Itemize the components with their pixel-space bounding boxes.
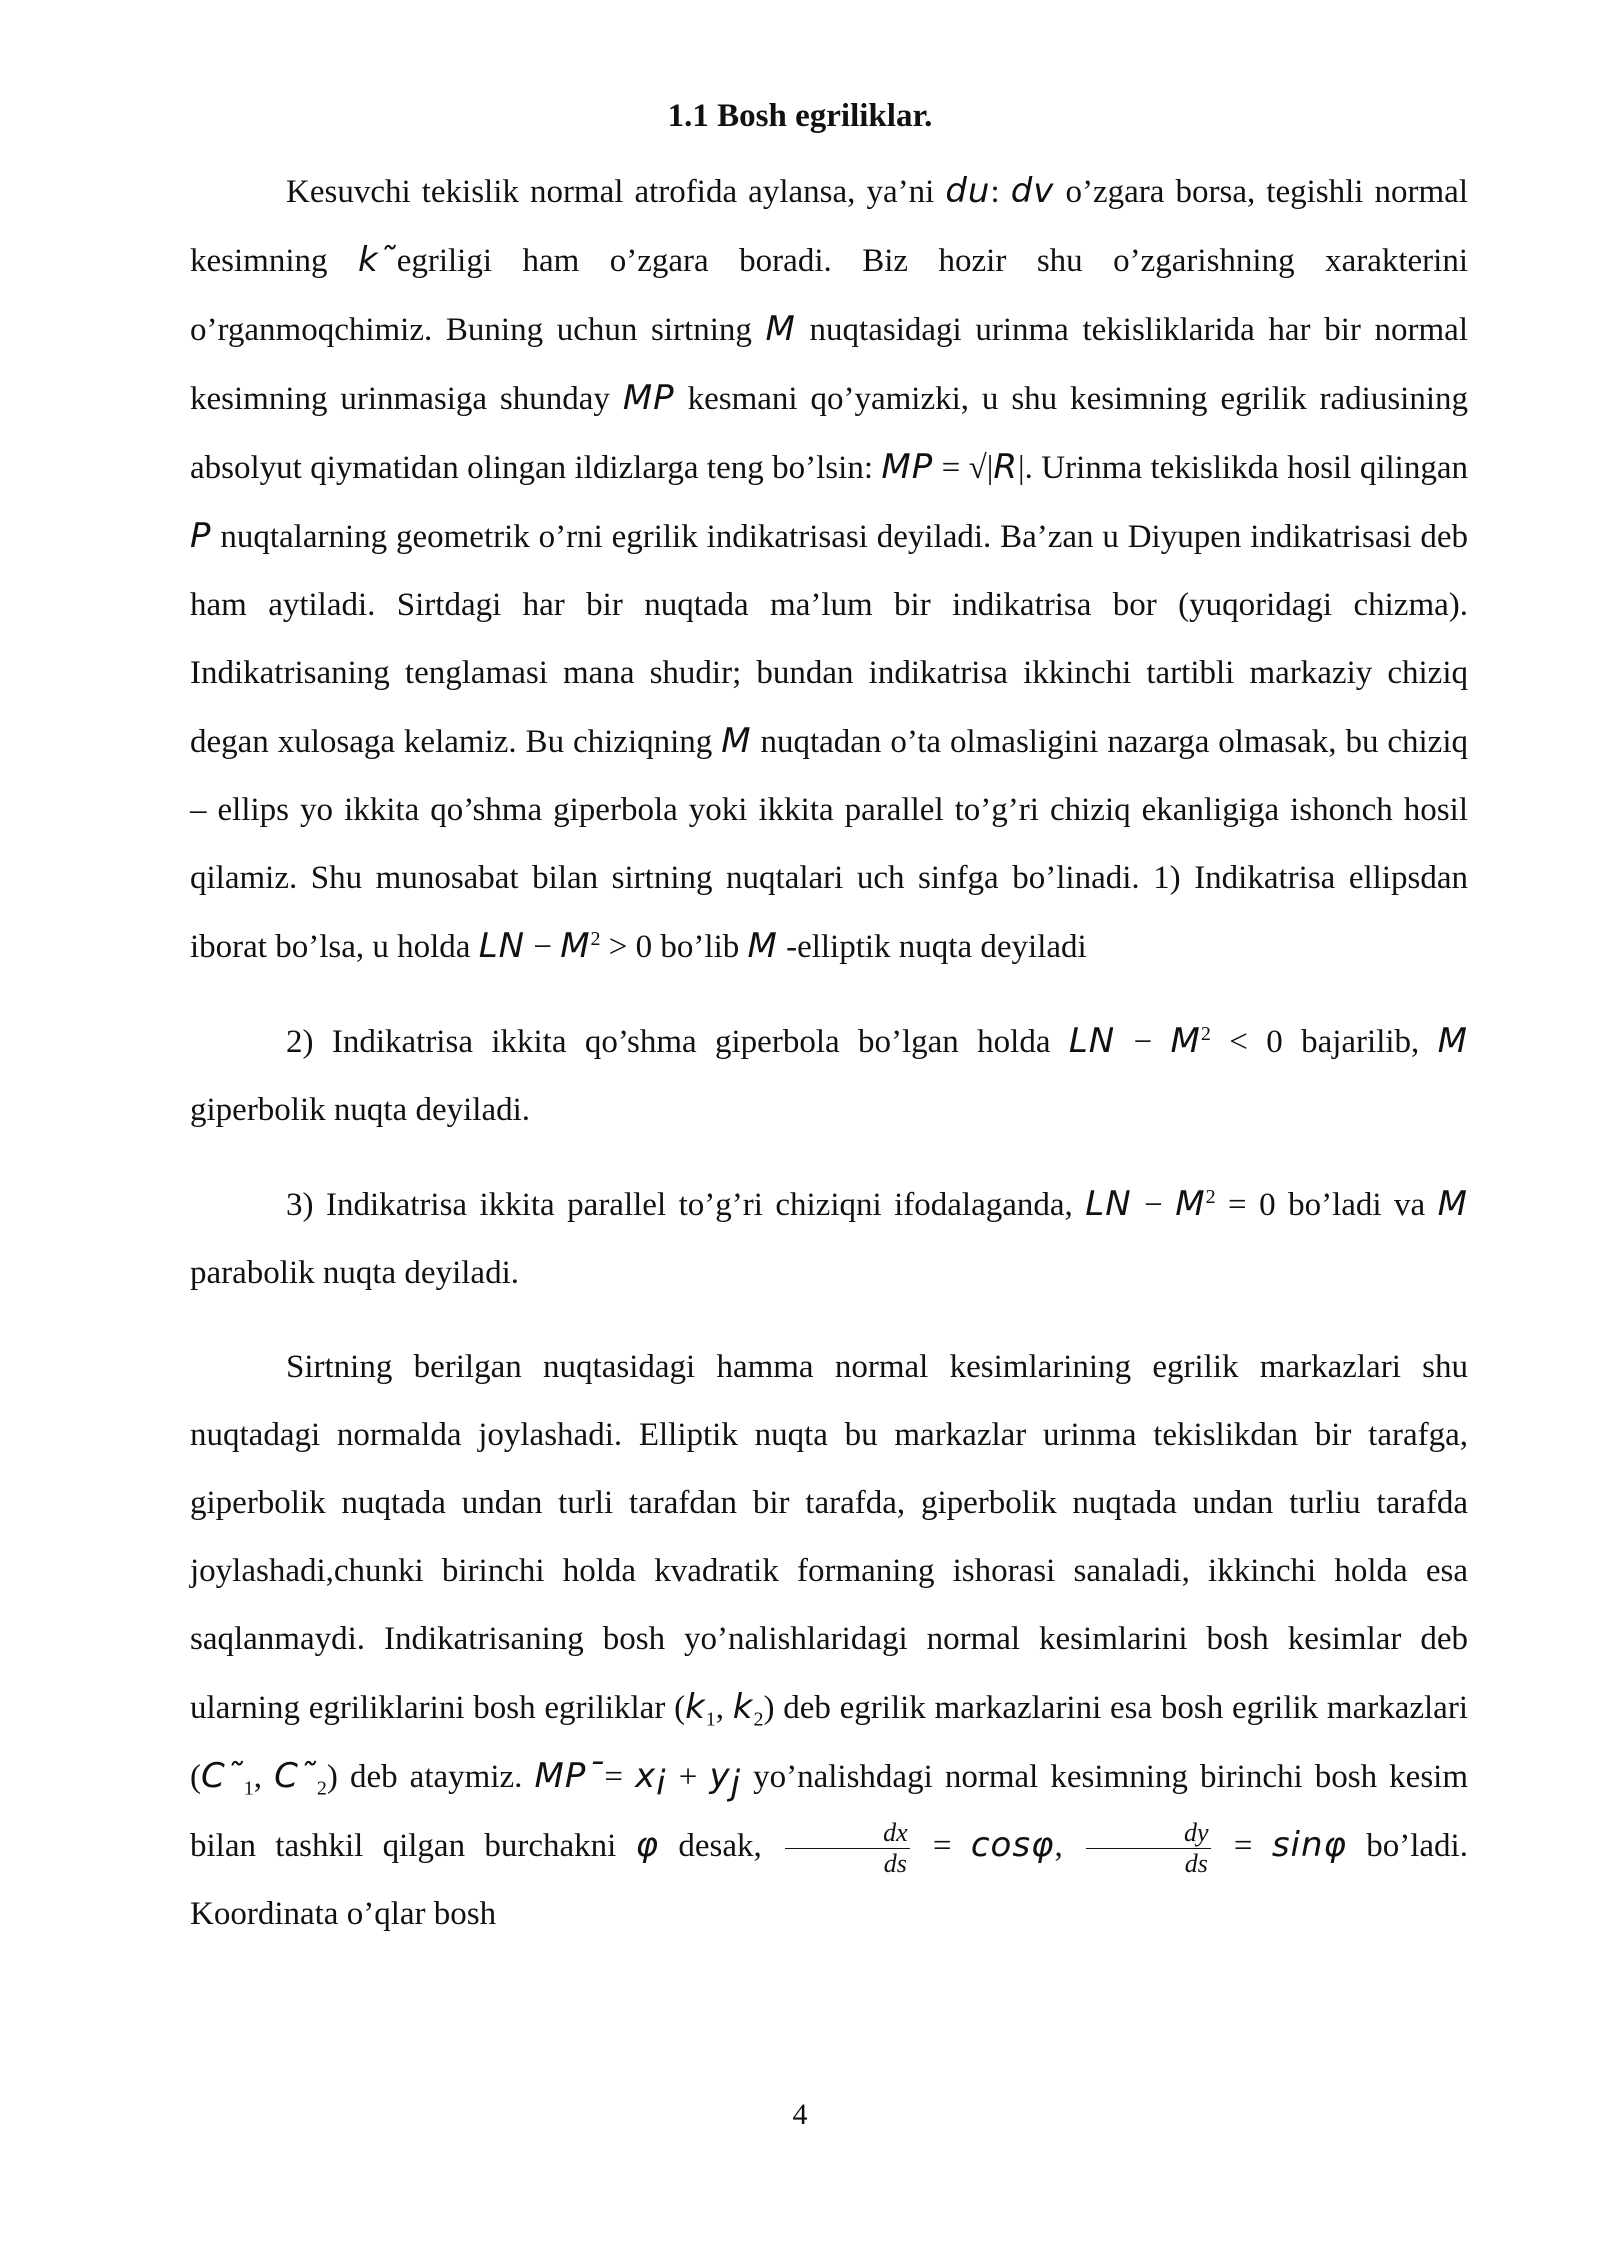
math-phi: φ bbox=[635, 1825, 660, 1865]
math-plus: + bbox=[666, 1759, 710, 1795]
text-run: egriligi ham o’zgara boradi. Biz hozir shu o’zgarishning xarakterini o’rganmoqchimiz. Buning uchun sirtning bbox=[190, 243, 1468, 348]
text-run: desak, bbox=[659, 1828, 782, 1864]
text-run: parabolik nuqta deyiladi. bbox=[190, 1255, 519, 1291]
text-run: kesmani qo’yamizki, u shu kesimning egrilik radiusining absolyut qiymatidan olingan ildizlarga teng bo’lsin: bbox=[190, 381, 1468, 486]
math-minus: − bbox=[1131, 1187, 1176, 1223]
body-text bbox=[190, 157, 1468, 1948]
text-run: nuqtasidagi urinma tekisliklarida har bir normal kesimning urinmasiga shunday bbox=[190, 312, 1468, 417]
section-heading: 1.1 Bosh egriliklar. bbox=[667, 98, 933, 134]
math-superscript: 2 bbox=[590, 928, 601, 950]
text-run: -elliptik nuqta deyiladi bbox=[777, 929, 1087, 965]
text-run: = 0 bo’ladi va bbox=[1215, 1187, 1438, 1223]
page-number: 4 bbox=[792, 2098, 808, 2131]
text-run: : bbox=[990, 174, 1011, 210]
text-run: bo’ladi. Koordinata o’qlar bosh bbox=[190, 1828, 1468, 1932]
math-superscript: 2 bbox=[1205, 1186, 1216, 1208]
text-run: , bbox=[715, 1690, 733, 1726]
math-LN: LN bbox=[1085, 1184, 1132, 1224]
math-subscript: 2 bbox=[753, 1708, 764, 1731]
text-run: ) deb ataymiz. bbox=[326, 1759, 535, 1795]
math-minus: − bbox=[525, 929, 561, 965]
paragraph-principal-curvatures bbox=[190, 1333, 1468, 1948]
text-run: , bbox=[1054, 1828, 1083, 1864]
math-subscript: 2 bbox=[316, 1777, 327, 1800]
text-run: |. Urinma tekislikda hosil qilingan bbox=[1018, 450, 1468, 486]
math-cos-phi: cosφ bbox=[970, 1825, 1055, 1865]
math-subscript: 1 bbox=[243, 1777, 254, 1800]
math-x: x bbox=[635, 1756, 657, 1796]
math-subscript: 1 bbox=[705, 1708, 716, 1731]
text-run: nuqtalarning geometrik o’rni egrilik indikatrisasi deyiladi. Ba’zan u Diyupen indikatrisasi deb ham aytiladi. Sirtdagi har bir nuqtada ma’lum bir indikatrisa bor (yuqoridagi chizma). Indikatrisaning tenglamasi mana shudir; bundan indikatrisa ikkinchi tartibli markaziy chiziq degan xulosaga kelamiz. Bu chiziqning bbox=[190, 519, 1468, 760]
text-run: giperbolik nuqta deyiladi. bbox=[190, 1092, 531, 1128]
math-MP-vector: MP¯ bbox=[534, 1756, 605, 1796]
math-du: du bbox=[945, 171, 991, 211]
paragraph-parabolic bbox=[190, 1170, 1468, 1307]
fraction-numerator: dx bbox=[785, 1818, 910, 1849]
math-P: P bbox=[190, 516, 212, 556]
fraction-denominator: ds bbox=[1184, 1848, 1208, 1878]
math-M: M bbox=[1175, 1184, 1206, 1224]
math-y: y bbox=[709, 1756, 731, 1796]
math-M: M bbox=[1170, 1021, 1201, 1061]
text-run: = bbox=[913, 1828, 971, 1864]
text-run: < 0 bajarilib, bbox=[1210, 1024, 1438, 1060]
math-M: M bbox=[747, 926, 778, 966]
fraction-dx-ds bbox=[785, 1818, 910, 1879]
math-MP: MP bbox=[881, 447, 934, 487]
math-M: M bbox=[721, 721, 752, 761]
math-C-tilde: C˜ bbox=[201, 1756, 244, 1796]
math-M: M bbox=[1437, 1184, 1468, 1224]
math-dv: dv bbox=[1010, 171, 1055, 211]
math-k-tilde: k˜ bbox=[357, 240, 397, 280]
math-LN: LN bbox=[1068, 1021, 1116, 1061]
text-run: yo’nalishdagi normal kesimning birinchi bosh kesim bilan tashkil qilgan burchakni bbox=[190, 1759, 1468, 1864]
math-C-tilde: C˜ bbox=[274, 1756, 317, 1796]
math-M: M bbox=[560, 926, 591, 966]
text-run: Sirtning berilgan nuqtasidagi hamma normal kesimlarining egrilik markazlari shu nuqtadagi normalda joylashadi. Elliptik nuqta bu markazlar urinma tekislikdan bir tarafga, giperbolik nuqtada undan turli tarafdan bir tarafda, giperbolik nuqtada undan turliu tarafda joylashadi,chunki birinchi holda kvadratik formaning ishorasi sanaladi, ikkinchi holda esa saqlanmaydi. Indikatrisaning bosh yo’nalishlaridagi normal kesimlarini bosh kesimlar deb ularning egriliklarini bosh egriliklar ( bbox=[190, 1349, 1468, 1726]
math-k: k bbox=[732, 1687, 754, 1727]
math-MP: MP bbox=[622, 378, 675, 418]
fraction-numerator: dy bbox=[1086, 1818, 1211, 1849]
text-run: o’zgara borsa, tegishli normal kesimning bbox=[190, 174, 1468, 279]
math-M: M bbox=[765, 309, 796, 349]
math-R: R bbox=[993, 447, 1019, 487]
text-run: , bbox=[253, 1759, 275, 1795]
text-run: Kesuvchi tekislik normal atrofida aylansa, ya’ni bbox=[286, 174, 946, 210]
math-subscript: j bbox=[730, 1763, 742, 1804]
math-superscript: 2 bbox=[1200, 1023, 1211, 1045]
fraction-dy-ds bbox=[1086, 1818, 1211, 1879]
math-sin-phi: sinφ bbox=[1271, 1825, 1347, 1865]
text-run: = √| bbox=[933, 450, 994, 486]
math-M: M bbox=[1437, 1021, 1468, 1061]
text-run: > 0 bo’lib bbox=[600, 929, 748, 965]
text-run: 2) Indikatrisa ikkita qo’shma giperbola bo’lgan holda bbox=[286, 1024, 1069, 1060]
paragraph-intro bbox=[190, 157, 1468, 981]
paragraph-hyperbolic bbox=[190, 1007, 1468, 1144]
text-run: = bbox=[1214, 1828, 1272, 1864]
text-run: ) deb egrilik markazlarini esa bosh egrilik markazlari ( bbox=[190, 1690, 1468, 1795]
text-run: nuqtadan o’ta olmasligini nazarga olmasak, bu chiziq – ellips yo ikkita qo’shma giperbola yoki ikkita parallel to’g’ri chiziq ekanligiga ishonch hosil qilamiz. Shu munosabat bilan sirtning nuqtalari uch sinfga bo’linadi. 1) Indikatrisa ellipsdan iborat bo’lsa, u holda bbox=[190, 724, 1468, 965]
math-LN: LN bbox=[478, 926, 526, 966]
text-run: = bbox=[604, 1759, 636, 1795]
math-subscript: i bbox=[656, 1763, 667, 1804]
math-minus: − bbox=[1115, 1024, 1171, 1060]
fraction-denominator: ds bbox=[883, 1848, 907, 1878]
text-run: 3) Indikatrisa ikkita parallel to’g’ri chiziqni ifodalaganda, bbox=[286, 1187, 1086, 1223]
math-k: k bbox=[685, 1687, 706, 1727]
